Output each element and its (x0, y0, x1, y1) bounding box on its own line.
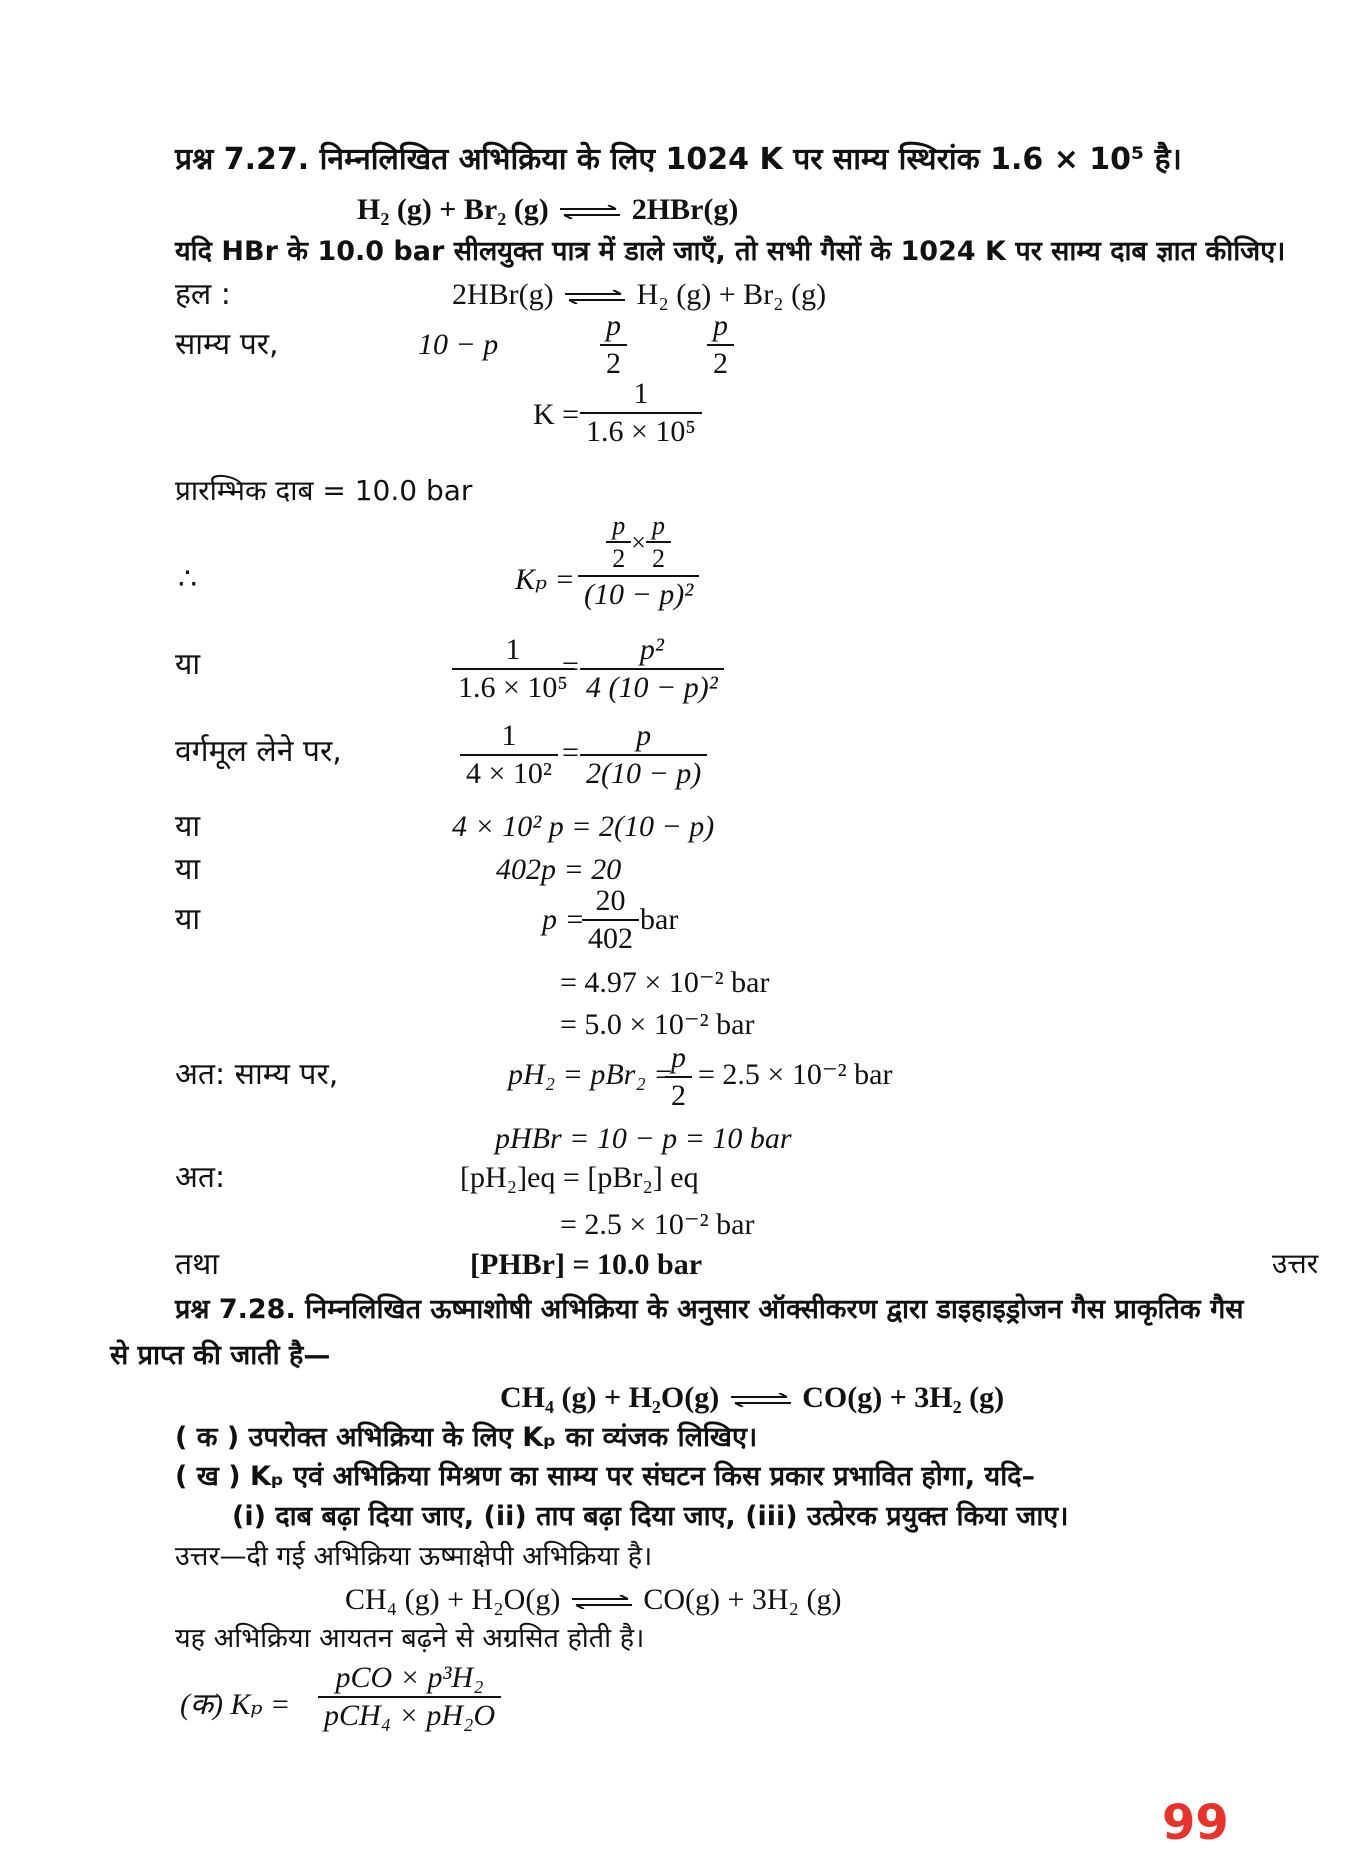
equilibrium-hbr: 10 − p (418, 328, 499, 361)
equilibrium-arrow-icon (731, 1393, 791, 1407)
eq7: = 5.0 × 10⁻² bar (560, 1008, 755, 1041)
q28-heading-line2: से प्राप्त की जाती है— (110, 1340, 331, 1371)
eq8-fraction: p 2 (665, 1042, 692, 1111)
ya-label-3: या (175, 852, 201, 887)
q28-heading-line1: प्रश्न 7.28. निम्नलिखित ऊष्माशोषी अभिक्रिया के अनुसार ऑक्सीकरण द्वारा डाइहाइड्रोजन गैस प्राकृतिक गैस (175, 1294, 1244, 1325)
eq10: [pH₂]eq = [pBr₂] eq (460, 1161, 699, 1194)
eq11: = 2.5 × 10⁻² bar (560, 1208, 755, 1241)
eq6: = 4.97 × 10⁻² bar (560, 966, 770, 999)
page-number: 99 (1162, 1795, 1229, 1851)
tatha-label: तथा (175, 1247, 220, 1282)
solution-reaction (452, 280, 826, 310)
q28-answer-intro: उत्तर—दी गई अभिक्रिया ऊष्माक्षेपी अभिक्रिया है। (175, 1541, 653, 1572)
reaction-left: H₂ (g) + Br₂ (g) (357, 193, 549, 226)
eq5-fraction: 20 402 (582, 885, 639, 954)
equilibrium-label: साम्य पर, (175, 327, 279, 362)
eq9: pHBr = 10 − p = 10 bar (495, 1122, 792, 1155)
equilibrium-arrow-icon (572, 1595, 632, 1609)
equilibrium-br2-fraction: p 2 (707, 310, 734, 379)
eq1-equals: = (562, 650, 579, 683)
eq4: 402p = 20 (496, 853, 622, 886)
ya-label-1: या (175, 647, 201, 682)
eq2-left-fraction: 1 4 × 10² (460, 720, 558, 789)
reaction-left: CH₄ (g) + H₂O(g) (345, 1583, 561, 1616)
sqrt-label: वर्गमूल लेने पर, (175, 734, 342, 769)
reaction-right: CO(g) + 3H₂ (g) (643, 1583, 842, 1616)
q28-kp-label: (क) Kₚ = (180, 1688, 291, 1721)
eq2-right-fraction: p 2(10 − p) (580, 720, 707, 789)
initial-pressure: प्रारम्भिक दाब = 10.0 bar (175, 474, 473, 507)
equilibrium-h2-fraction: p 2 (600, 310, 627, 379)
q28-kp-fraction: pCO × p³H₂ pCH₄ × pH₂O (318, 1662, 501, 1731)
q28-part-b: ( ख ) Kₚ एवं अभिक्रिया मिश्रण का साम्य पर संघटन किस प्रकार प्रभावित होगा, यदि– (175, 1461, 1036, 1492)
sol-reaction-left: 2HBr(g) (452, 278, 554, 311)
at-equilibrium-label: अत: साम्य पर, (175, 1057, 339, 1092)
ya-label-2: या (175, 809, 201, 844)
eq1-right-fraction: p² 4 (10 − p)² (580, 634, 724, 703)
reaction-right: CO(g) + 3H₂ (g) (802, 1381, 1005, 1414)
reaction-left: CH₄ (g) + H₂O(g) (500, 1381, 720, 1414)
q27-reaction (357, 195, 738, 225)
q28-reaction (500, 1383, 1004, 1413)
q27-heading: प्रश्न 7.27. निम्नलिखित अभिक्रिया के लिए 1024 K पर साम्य स्थिरांक 1.6 × 10⁵ है। (175, 142, 1182, 177)
k-lhs: K = (533, 398, 580, 431)
therefore-symbol: ∴ (178, 563, 198, 596)
sol-reaction-right: H₂ (g) + Br₂ (g) (636, 278, 827, 311)
eq5-unit: bar (640, 903, 679, 936)
eq12: [PHBr] = 10.0 bar (470, 1248, 703, 1281)
eq3: 4 × 10² p = 2(10 − p) (452, 810, 715, 843)
ata-label: अत: (175, 1160, 226, 1195)
eq1-left-fraction: 1 1.6 × 10⁵ (452, 634, 574, 703)
q28-conditions: (i) दाब बढ़ा दिया जाए, (ii) ताप बढ़ा दिया जाए, (iii) उत्प्रेरक प्रयुक्त किया जाए। (232, 1501, 1069, 1532)
eq5-lhs: p = (542, 903, 585, 936)
ya-label-4: या (175, 902, 201, 937)
kp-fraction: $\frac{p}{2}$ × $\frac{p}{2}$ (10 − p)² (578, 512, 699, 610)
q28-answer-reaction (345, 1585, 842, 1615)
equilibrium-arrow-icon (560, 205, 620, 219)
q28-statement: यह अभिक्रिया आयतन बढ़ने से अग्रसित होती है। (175, 1623, 645, 1654)
eq8-lhs: pH₂ = pBr₂ = (508, 1058, 674, 1091)
kp-lhs: Kₚ = (515, 563, 575, 596)
equilibrium-arrow-icon (565, 290, 625, 304)
eq8-rhs: = 2.5 × 10⁻² bar (698, 1058, 893, 1091)
reaction-right: 2HBr(g) (631, 193, 739, 226)
eq2-equals: = (562, 736, 579, 769)
q27-problem: यदि HBr के 10.0 bar सीलयुक्त पात्र में डाले जाएँ, तो सभी गैसों के 1024 K पर साम्य दाब ज्ञात कीजिए। (175, 236, 1286, 267)
k-fraction: 1 1.6 × 10⁵ (580, 378, 702, 447)
q28-part-a: ( क ) उपरोक्त अभिक्रिया के लिए Kₚ का व्यंजक लिखिए। (175, 1422, 758, 1453)
solution-label: हल : (175, 277, 231, 312)
answer-mark: उत्तर (1272, 1247, 1319, 1280)
